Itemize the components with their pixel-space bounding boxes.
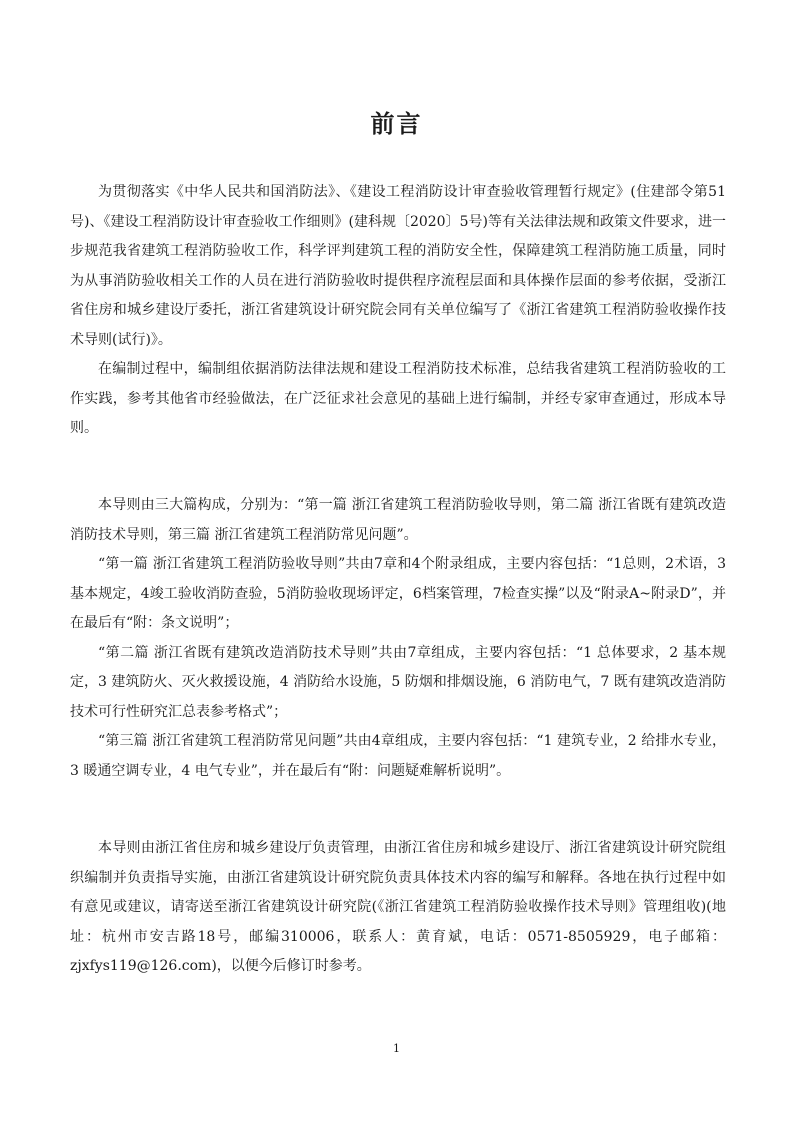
paragraph-part-three: “第三篇 浙江省建筑工程消防常见问题”共由4章组成，主要内容包括：“1 建筑专业，2 给排水专业，3 暖通空调专业，4 电气专业”，并在最后有“附：问题疑难解析说明”。 bbox=[70, 733, 726, 779]
preface-body-block-1 bbox=[70, 178, 726, 444]
page-title: 前言 bbox=[370, 110, 423, 138]
paragraph-structure: 本导则由三大篇构成，分别为：“第一篇 浙江省建筑工程消防验收导则，第二篇 浙江省既有建筑改造消防技术导则，第三篇 浙江省建筑工程消防常见问题”。 bbox=[70, 497, 726, 543]
page-number: 1 bbox=[393, 1042, 400, 1055]
preface-body-block-2 bbox=[70, 491, 726, 786]
paragraph-compilation: 在编制过程中，编制组依据消防法律法规和建设工程消防技术标准，总结我省建筑工程消防验收的工作实践，参考其他省市经验做法，在广泛征求社会意见的基础上进行编制，并经专家审查通过，形成本导则。 bbox=[70, 361, 726, 436]
paragraph-purpose: 为贯彻落实《中华人民共和国消防法》、《建设工程消防设计审查验收管理暂行规定》(住建部令第51号)、《建设工程消防设计审查验收工作细则》(建科规〔2020〕5号)等有关法律法规和政策文件要求，进一步规范我省建筑工程消防验收工作，科学评判建筑工程的消防安全性，保障建筑工程消防施工质量，同时为从事消防验收相关工作的人员在进行消防验收时提供程序流程层面和具体操作层面的参考依据，受浙江省住房和城乡建设厅委托，浙江省建筑设计研究院会同有关单位编写了《浙江省建筑工程消防验收操作技术导则(试行)》。 bbox=[70, 184, 726, 348]
paragraph-management: 本导则由浙江省住房和城乡建设厅负责管理，由浙江省住房和城乡建设厅、浙江省建筑设计研究院组织编制并负责指导实施，由浙江省建筑设计研究院负责具体技术内容的编写和解释。各地在执行过程中如有意见或建议，请寄送至浙江省建筑设计研究院(《浙江省建筑工程消防验收操作技术导则》管理组收)(地址：杭州市安吉路18号，邮编310006，联系人：黄育斌，电话：0571-8505929，电子邮箱：zjxfys119@126.com)，以便今后修订时参考。 bbox=[70, 840, 726, 974]
paragraph-part-two: “第二篇 浙江省既有建筑改造消防技术导则”共由7章组成，主要内容包括：“1 总体要求，2 基本规定，3 建筑防火、灭火救援设施，4 消防给水设施，5 防烟和排烟设施，6 消防电气，7 既有建筑改造消防技术可行性研究汇总表参考格式”； bbox=[70, 644, 726, 720]
preface-body-block-3 bbox=[70, 834, 726, 982]
paragraph-part-one: “第一篇 浙江省建筑工程消防验收导则”共由7章和4个附录组成，主要内容包括：“1总则，2术语，3基本规定，4竣工验收消防查验，5消防验收现场评定，6档案管理，7检查实操”以及“附录A~附录D”，并在最后有“附：条文说明”； bbox=[70, 556, 726, 631]
